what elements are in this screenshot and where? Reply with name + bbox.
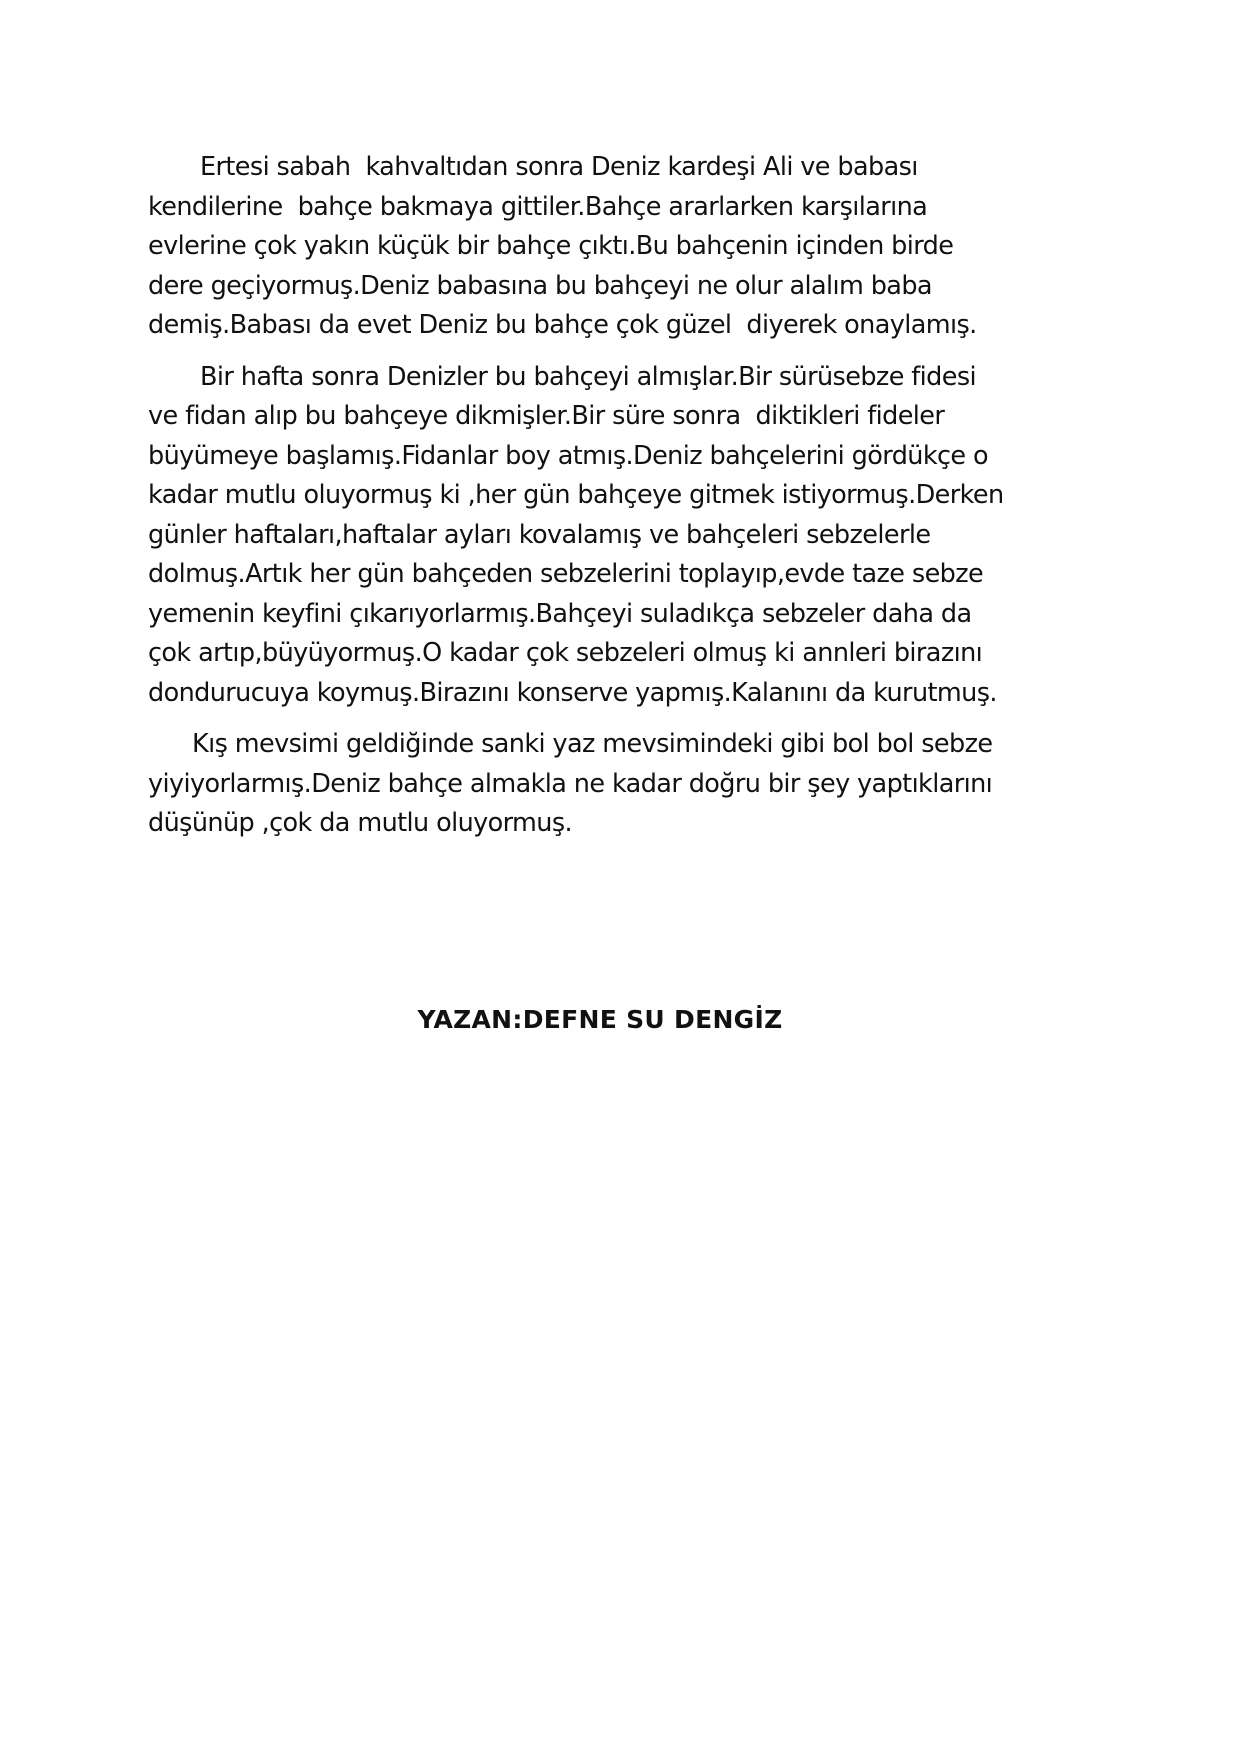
text-line: Bir hafta sonra Denizler bu bahçeyi almışlar.Bir sürüsebze fidesi: [200, 361, 977, 392]
text-line: demiş.Babası da evet Deniz bu bahçe çok güzel diyerek onaylamış.: [148, 310, 977, 340]
text-line: yiyiyorlarmış.Deniz bahçe almakla ne kadar doğru bir şey yaptıklarını: [148, 768, 993, 799]
text-line: günler haftaları,haftalar ayları kovalamış ve bahçeleri sebzelerle: [148, 519, 931, 550]
author-line: [0, 1005, 1240, 1034]
text-line: Ertesi sabah kahvaltıdan sonra Deniz kardeşi Ali ve babası: [200, 152, 918, 182]
text-line: Kış mevsimi geldiğinde sanki yaz mevsimindeki gibi bol bol sebze: [192, 729, 993, 759]
text-line: dondurucuya koymuş.Birazını konserve yapmış.Kalanını da kurutmuş.: [148, 677, 997, 708]
text-line: kendilerine bahçe bakmaya gittiler.Bahçe ararlarken karşılarına: [148, 191, 928, 222]
text-line: çok artıp,büyüyormuş.O kadar çok sebzeleri olmuş ki annleri birazını: [148, 638, 983, 668]
text-line: büyümeye başlamış.Fidanlar boy atmış.Deniz bahçelerini gördükçe o: [148, 440, 989, 471]
paragraph-2: [148, 358, 1108, 714]
paragraph-1: [148, 148, 1108, 346]
text-line: ve fidan alıp bu bahçeye dikmişler.Bir süre sonra diktikleri fideler: [148, 401, 945, 431]
paragraph-3: [148, 725, 1108, 844]
text-line: dere geçiyormuş.Deniz babasına bu bahçeyi ne olur alalım baba: [148, 270, 932, 301]
text-line: evlerine çok yakın küçük bir bahçe çıktı.Bu bahçenin içinden birde: [148, 231, 954, 261]
text-line: düşünüp ,çok da mutlu oluyormuş.: [148, 808, 573, 838]
text-line: dolmuş.Artık her gün bahçeden sebzelerini toplayıp,evde taze sebze: [148, 559, 984, 589]
text-line: yemenin keyfini çıkarıyorlarmış.Bahçeyi suladıkça sebzeler daha da: [148, 598, 972, 629]
story-body: [148, 148, 1108, 844]
text-line: kadar mutlu oluyormuş ki ,her gün bahçeye gitmek istiyormuş.Derken: [148, 480, 1004, 510]
author-name: YAZAN:DEFNE SU DENGİZ: [417, 1005, 783, 1034]
